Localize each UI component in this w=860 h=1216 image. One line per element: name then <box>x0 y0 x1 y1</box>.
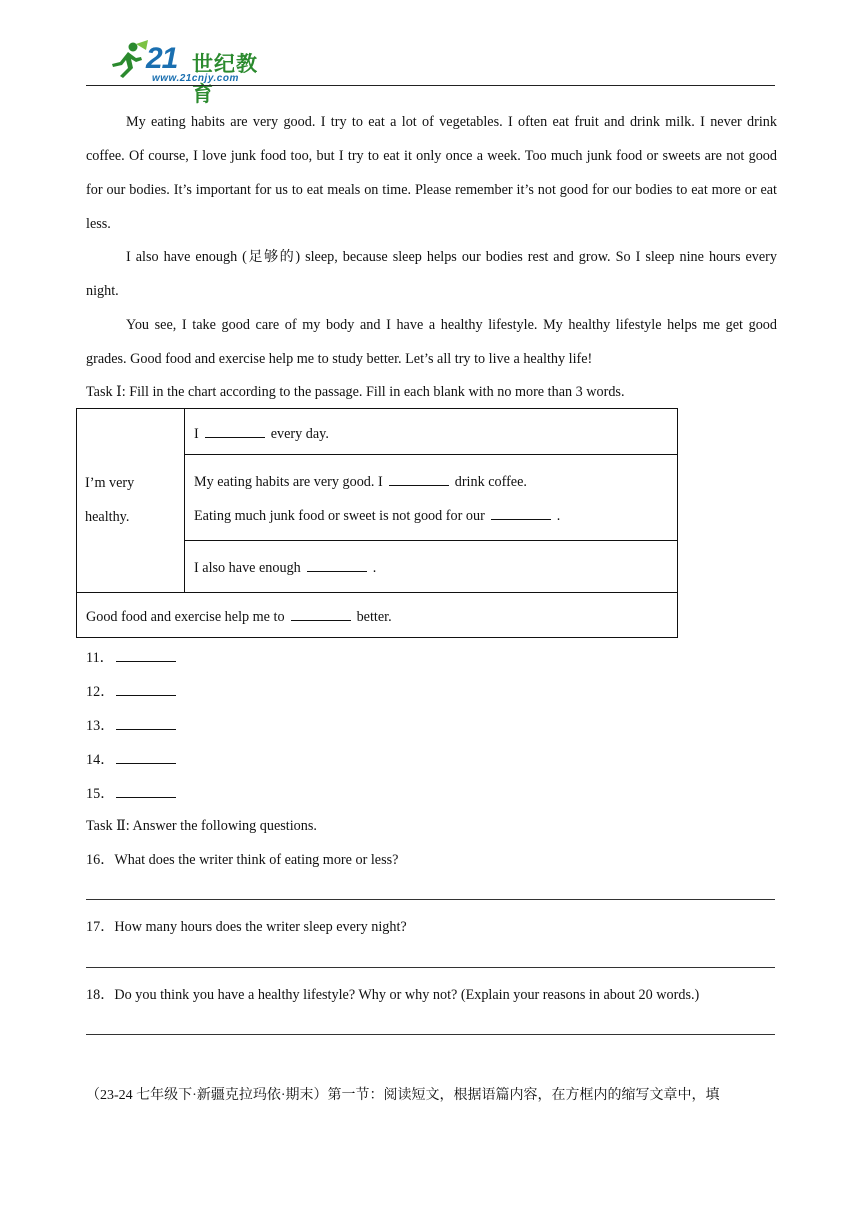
question-number: 13． <box>86 718 115 734</box>
question-number: 16． <box>86 852 115 868</box>
question-number: 17． <box>86 919 115 935</box>
task1-instruction: Task Ⅰ: Fill in the chart according to the passage. Fill in each blank with no more than 3 words. <box>86 384 625 400</box>
answer-input-14[interactable] <box>116 749 176 764</box>
next-section-intro: （23-24 七年级下·新疆克拉玛依·期末）第一节：阅读短文，根据语篇内容，在方框内的缩写文章中，填 <box>86 1088 720 1103</box>
logo-url: www.21cnjy.com <box>152 73 239 84</box>
question-text: Do you think you have a healthy lifestyle? Why or why not? (Explain your reasons in about 20 words.) <box>114 987 700 1003</box>
logo-chinese-text: 世纪教育 <box>192 52 258 106</box>
row2-line1-before: My eating habits are very good. I <box>194 474 383 490</box>
answer-line-11 <box>86 647 182 668</box>
bottom-text-before: Good food and exercise help me to <box>86 609 285 625</box>
answer-line-16[interactable] <box>86 899 775 900</box>
question-text: What does the writer think of eating more or less? <box>114 852 399 868</box>
row1-text-after: every day. <box>270 426 329 442</box>
running-man-icon <box>106 40 150 80</box>
row2-line2-before: Eating much junk food or sweet is not good for our <box>194 508 485 524</box>
chart-left-label-line1: I’m very <box>85 475 135 491</box>
question-17 <box>86 917 407 937</box>
question-number: 18． <box>86 987 115 1003</box>
question-number: 11． <box>86 650 114 666</box>
question-16 <box>86 850 398 870</box>
answer-blank-12[interactable] <box>389 471 449 486</box>
chart-row-2 <box>184 454 678 541</box>
answer-input-15[interactable] <box>116 783 176 798</box>
site-logo <box>106 40 276 106</box>
question-number: 12． <box>86 684 115 700</box>
header-divider <box>86 85 775 86</box>
answer-line-13 <box>86 715 182 736</box>
chart-left-label-line2: healthy. <box>85 509 130 525</box>
passage-paragraph-3: You see, I take good care of my body and I have a healthy lifestyle. My healthy lifestyle helps me get good grades. Good food and exercise help me to study better. Let’s all try to live a healthy life! <box>86 317 777 367</box>
row2-line2-after: . <box>556 508 561 524</box>
answer-blank-15[interactable] <box>291 606 351 621</box>
row2-line1-after: drink coffee. <box>454 474 527 490</box>
bottom-text-after: better. <box>356 609 392 625</box>
chart-row-1 <box>184 408 678 455</box>
answer-line-12 <box>86 681 182 702</box>
answer-input-13[interactable] <box>116 715 176 730</box>
answer-blank-14[interactable] <box>307 557 367 572</box>
answer-input-12[interactable] <box>116 681 176 696</box>
answer-line-17[interactable] <box>86 967 775 968</box>
chart-row-3 <box>184 540 678 593</box>
answer-line-14 <box>86 749 182 770</box>
question-18 <box>86 985 699 1005</box>
row3-text-after: . <box>372 560 377 576</box>
row3-text-before: I also have enough <box>194 560 301 576</box>
chart-bottom-row <box>76 592 678 638</box>
task2-instruction: Task Ⅱ: Answer the following questions. <box>86 818 317 834</box>
question-text: How many hours does the writer sleep every night? <box>114 919 407 935</box>
question-number: 15． <box>86 786 115 802</box>
passage-paragraph-2: I also have enough (足够的) sleep, because sleep helps our bodies rest and grow. So I sleep nine hours every night. <box>86 249 777 299</box>
answer-blank-13[interactable] <box>491 505 551 520</box>
answer-line-15 <box>86 783 182 804</box>
answer-line-18[interactable] <box>86 1034 775 1035</box>
summary-chart <box>76 408 678 638</box>
question-number: 14． <box>86 752 115 768</box>
chart-left-cell <box>76 408 185 593</box>
passage-paragraph-1: My eating habits are very good. I try to eat a lot of vegetables. I often eat fruit and drink milk. I never drink coffee. Of course, I love junk food too, but I try to eat it only once a week. Too much junk food or sweets are not good for our bodies. It’s important for us to eat meals on time. Please remember it’s not good for our bodies to eat more or eat less. <box>86 114 777 232</box>
logo-number: 21 <box>146 42 178 75</box>
answer-input-11[interactable] <box>116 647 176 662</box>
row1-text-before: I <box>194 426 199 442</box>
answer-blank-11[interactable] <box>205 423 265 438</box>
